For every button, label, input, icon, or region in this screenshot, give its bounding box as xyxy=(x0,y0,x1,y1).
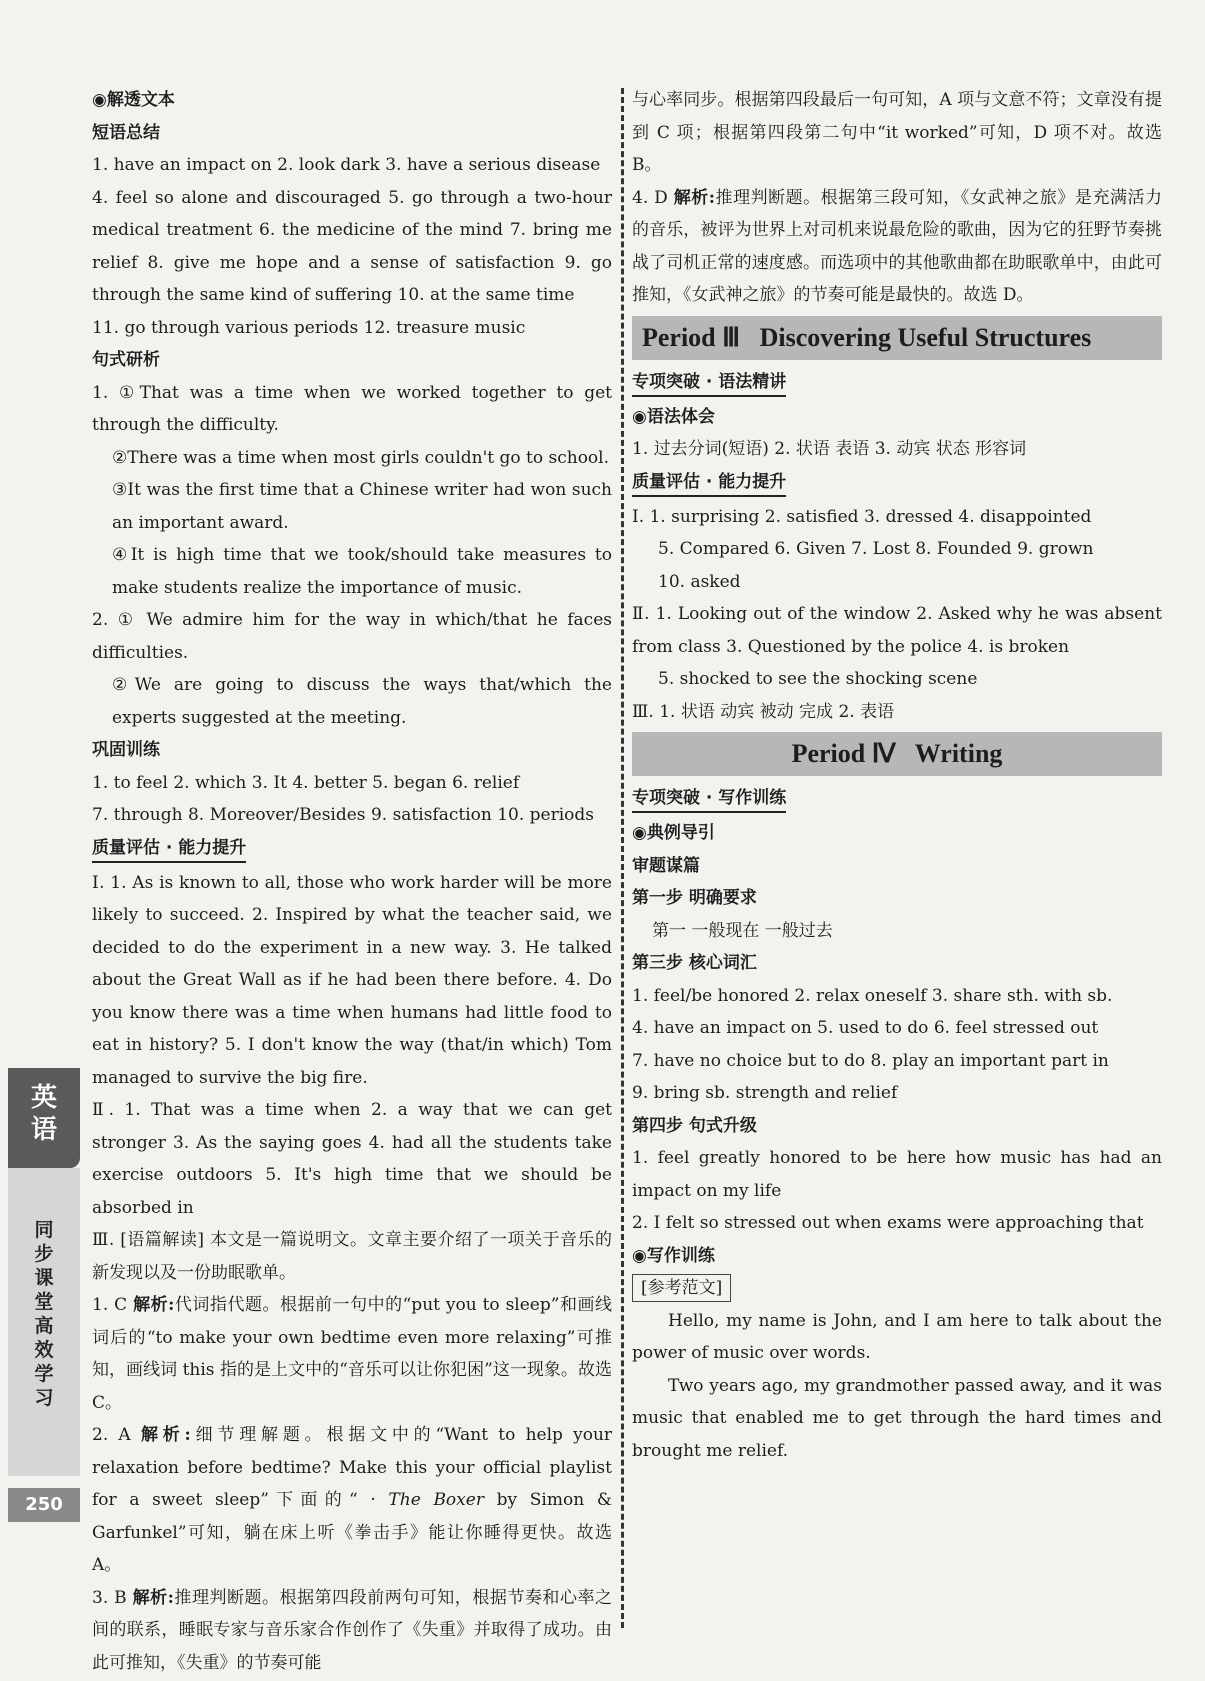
column-divider xyxy=(621,88,624,1628)
answer-number: 3. B xyxy=(92,1587,127,1608)
subheading-planning: 审题谋篇 xyxy=(632,855,700,876)
analysis-text: by Simon & Garfunkel”可知，躺在床上听《拳击手》能让你睡得更快。故选 A。 xyxy=(92,1490,612,1575)
vocab-line: 9. bring sb. strength and relief xyxy=(632,1083,898,1103)
analysis-text: 细节理解题。根据文中的“Want to help your relaxation before bedtime? Make this your official playlist for a sweet sleep”下面的“ · xyxy=(92,1425,613,1510)
analysis-label: 解析: xyxy=(140,1425,191,1445)
vocab-line: 7. have no choice but to do 8. play an important part in xyxy=(632,1050,1109,1071)
analysis-label: 解析: xyxy=(132,1587,174,1608)
subheading-grammar: 专项突破 · 语法精讲 xyxy=(632,369,786,397)
sentence-item: ④It is high time that we took/should take measures to make students realize the importance of music. xyxy=(112,545,612,598)
answer-3-continued: 与心率同步。根据第四段最后一句可知，A 项与文意不符；文章没有提到 C 项；根据第四段第二句中“it worked”可知，D 项不对。故选 B。 xyxy=(632,90,1162,175)
period-3-banner: Period Ⅲ Discovering Useful Structures xyxy=(632,316,1162,360)
step-content: 第一 一般现在 一般过去 xyxy=(652,920,833,941)
step-heading: 第四步 句式升级 xyxy=(632,1115,757,1136)
sentence-item: ②There was a time when most girls couldn't go to school. xyxy=(112,447,610,468)
section-heading: ◉解透文本 xyxy=(92,90,175,110)
subheading-writing: 专项突破 · 写作训练 xyxy=(632,785,786,813)
analysis-text: 推理判断题。根据第三段可知，《女武神之旅》是充满活力的音乐，被评为世界上对司机来说最危险的歌曲，因为它的狂野节奏挑战了司机正常的速度感。而选项中的其他歌曲都在助眠歌单中，由此可推知，《女武神之旅》的节奏可能是最快的。故选 D。 xyxy=(632,187,1163,305)
subheading-phrases: 短语总结 xyxy=(92,122,160,143)
answer-2 xyxy=(92,1419,612,1582)
analysis-label: 解析: xyxy=(673,187,716,208)
grammar-part-2: Ⅱ. 1. Looking out of the window 2. Asked why he was absent from class 3. Questioned by the police 4. is broken xyxy=(632,604,1162,657)
grammar-part-2: 5. shocked to see the shocking scene xyxy=(658,669,978,689)
page-number: 250 xyxy=(8,1488,80,1522)
analysis-text: 代词指代题。根据前一句中的“put you to sleep”和画线词后的“to make your own bedtime even more relaxing”可推知，画线词 this 指的是上文中的“音乐可以让你犯困”这一现象。故选 C。 xyxy=(92,1295,612,1413)
period-4-banner: Period Ⅳ Writing xyxy=(632,732,1162,776)
practice-answers: 7. through 8. Moreover/Besides 9. satisfaction 10. periods xyxy=(92,805,595,825)
sample-essay-label: [参考范文] xyxy=(632,1274,731,1302)
analysis-text: 推理判断题。根据第四段前两句可知，根据节奏和心率之间的联系，睡眠专家与音乐家合作创作了《失重》并取得了成功。由此可推知，《失重》的节奏可能 xyxy=(92,1587,612,1673)
sentence-upgrade: 1. feel greatly honored to be here how music has had an impact on my life xyxy=(632,1148,1162,1201)
phrase-line: 1. have an impact on 2. look dark 3. have a serious disease xyxy=(92,155,601,175)
phrase-line: 4. feel so alone and discouraged 5. go through a two-hour medical treatment 6. the medicine of the mind 7. bring me relief 8. give me hope and a sense of satisfaction 9. go through the same kind of suffering 10. at the same time xyxy=(92,187,612,305)
sentence-item: ③It was the first time that a Chinese writer had won such an important award. xyxy=(112,480,612,533)
phrase-line: 11. go through various periods 12. treasure music xyxy=(92,317,526,338)
vocab-line: 1. feel/be honored 2. relax oneself 3. share sth. with sb. xyxy=(632,985,1113,1006)
essay-paragraph: Hello, my name is John, and I am here to talk about the power of music over words. xyxy=(632,1310,1162,1363)
answer-number: 4. D xyxy=(632,187,668,208)
song-title: The Boxer xyxy=(388,1490,484,1510)
sentence-item: 1. ①That was a time when we worked together to get through the difficulty. xyxy=(92,382,612,435)
part-label: Ⅲ. xyxy=(92,1230,115,1250)
sentence-item: 2. ① We admire him for the way in which/that he faces difficulties. xyxy=(92,610,612,663)
answer-number: 2. A xyxy=(92,1425,131,1445)
left-column xyxy=(92,84,612,1679)
answer-1 xyxy=(92,1289,612,1419)
answer-4 xyxy=(632,182,1162,312)
subheading-assessment: 质量评估 · 能力提升 xyxy=(92,835,246,863)
passage-tag: [语篇解读] xyxy=(120,1230,205,1250)
subheading-assessment: 质量评估 · 能力提升 xyxy=(632,469,786,497)
assessment-part-3 xyxy=(92,1224,612,1289)
vocab-line: 4. have an impact on 5. used to do 6. feel stressed out xyxy=(632,1018,1099,1038)
subject-tab: 英 语 xyxy=(8,1068,80,1168)
section-heading: ◉语法体会 xyxy=(632,406,715,427)
assessment-part-2: Ⅱ. 1. That was a time when 2. a way that we can get stronger 3. As the saying goes 4. had all the students take exercise outdoors 5. It's high time that we should be absorbed in xyxy=(92,1100,612,1218)
subheading-practice: 巩固训练 xyxy=(92,740,160,760)
grammar-part-3: Ⅲ. 1. 状语 动宾 被动 完成 2. 表语 xyxy=(632,701,895,722)
subheading-sentences: 句式研析 xyxy=(92,350,160,370)
sentence-upgrade: 2. I felt so stressed out when exams were approaching that xyxy=(632,1213,1144,1233)
section-heading: ◉写作训练 xyxy=(632,1245,715,1266)
analysis-label: 解析: xyxy=(133,1295,175,1315)
sentence-item: ②We are going to discuss the ways that/which the experts suggested at the meeting. xyxy=(112,675,612,728)
section-heading: ◉典例导引 xyxy=(632,823,715,843)
grammar-answers: 1. 过去分词(短语) 2. 状语 表语 3. 动宾 状态 形容词 xyxy=(632,439,1027,459)
passage-summary: 本文是一篇说明文。文章主要介绍了一项关于音乐的新发现以及一份助眠歌单。 xyxy=(92,1230,613,1283)
right-column xyxy=(632,84,1162,1467)
grammar-part-1: 10. asked xyxy=(658,571,741,592)
step-heading: 第三步 核心词汇 xyxy=(632,953,757,973)
grammar-part-1: 5. Compared 6. Given 7. Lost 8. Founded 9. grown xyxy=(658,539,1094,559)
series-tab: 同 步 课 堂 高 效 学 习 xyxy=(8,1168,80,1476)
assessment-part-1: Ⅰ. 1. As is known to all, those who work harder will be more likely to succeed. 2. Inspired by what the teacher said, we decided to do the experiment in a new way. 3. He talked about the Great Wall as if he had been there before. 4. Do you know there was a time when humans had little food to eat in history? 5. I don't know the way (that/in which) Tom managed to survive the big fire. xyxy=(92,872,612,1088)
answer-number: 1. C xyxy=(92,1295,128,1315)
grammar-part-1: Ⅰ. 1. surprising 2. satisfied 3. dressed 4. disappointed xyxy=(632,506,1092,527)
step-heading: 第一步 明确要求 xyxy=(632,888,757,908)
practice-answers: 1. to feel 2. which 3. It 4. better 5. began 6. relief xyxy=(92,772,520,793)
essay-paragraph: Two years ago, my grandmother passed away, and it was music that enabled me to get through the hard times and brought me relief. xyxy=(632,1375,1162,1461)
answer-3 xyxy=(92,1582,612,1680)
